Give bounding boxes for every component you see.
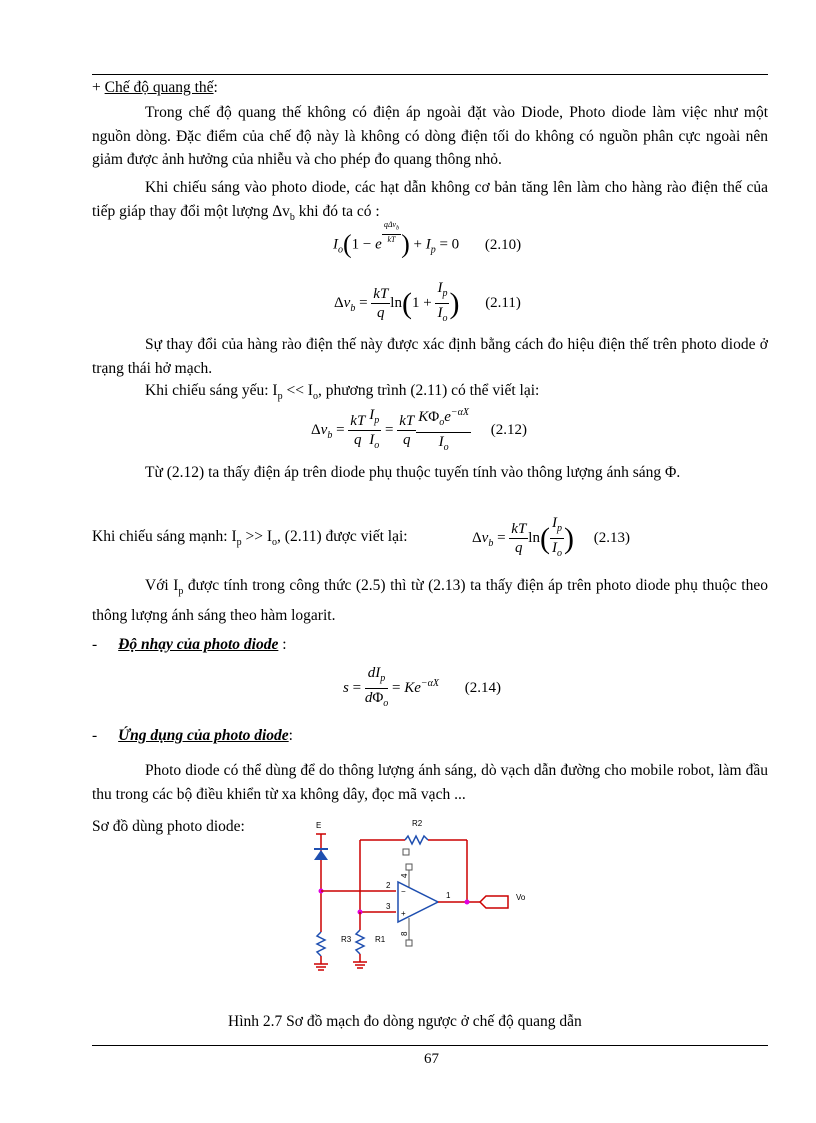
resistor-r1 xyxy=(356,930,364,954)
resistor-r3 xyxy=(317,932,325,956)
header-rule xyxy=(92,74,768,75)
paragraph-6: Khi chiếu sáng mạnh: $I_p >> I_o$, (2.11) được viết lại: xyxy=(92,528,408,549)
paragraph-2: Khi chiếu sáng vào photo diode, các hạt dẫn không cơ bản tăng lên làm cho hàng rào điện thế của tiếp giáp thay đổi một lượng $\Delta v_b$ khi đó ta có : xyxy=(92,179,768,223)
label-pin4: 4 xyxy=(400,873,409,878)
svg-text:+: + xyxy=(401,909,406,918)
figure-caption: Hình 2.7 Sơ đồ mạch đo dòng ngược ở chế độ quang dẫn xyxy=(228,1013,582,1030)
circuit-schematic xyxy=(300,812,540,982)
output-port-icon xyxy=(480,896,508,908)
equation-2-10: $I_o(1 - e$ $^{\frac{q\Delta v_b}{kT}}$ ) + $I_p = 0$ (2.10) xyxy=(333,220,522,259)
paragraph-4: Khi chiếu sáng yếu: $I_p << I_o$, phương trình (2.11) có thể viết lại: xyxy=(145,382,540,403)
paragraph-3: Sự thay đổi của hàng rào điện thế này được xác định bằng cách đo hiệu điện thế trên photo diode ở trạng thái hở mạch. xyxy=(92,336,768,377)
svg-text:−: − xyxy=(401,887,406,896)
equation-2-12: $\Delta v_b$ = $\frac{kT}{q}$ $\frac{I_p}{I_o}$ = $\frac{kT}{q}$ $\frac{K\Phi_oe^{-\alpha X}}{I_o}$ (2.12) xyxy=(311,404,527,457)
label-pin1: 1 xyxy=(446,891,451,900)
paragraph-1: Trong chế độ quang thế không có điện áp ngoài đặt vào Diode, Photo diode làm việc như một nguồn dòng. Đặc điểm của chế độ này là không có dòng điện tối do không có nguồn phân cực ngoài nên giảm được ảnh hưởng của nhiễu và cho phép đo quang thông nhỏ. xyxy=(92,104,768,168)
label-pin3: 3 xyxy=(386,902,391,911)
resistor-r2 xyxy=(405,836,428,844)
equation-2-11: $\Delta v_b$ = $\frac{kT}{q}$ ln(1 + $\frac{I_p}{I_o}$ ) (2.11) xyxy=(334,280,521,324)
paragraph-8: Photo diode có thể dùng để do thông lượng ánh sáng, dò vạch dẫn đường cho mobile robot, làm đầu thu trong các bộ điều khiển từ xa không dây, đọc mã vạch ... xyxy=(92,762,768,803)
page-number: 67 xyxy=(424,1051,439,1067)
bullet-sensitivity: - Độ nhạy của photo diode : xyxy=(92,636,287,653)
bullet-application: - Ứng dụng của photo diode: xyxy=(92,727,293,744)
photodiode-icon xyxy=(314,850,328,860)
label-R2: R2 xyxy=(412,819,423,828)
label-pin2: 2 xyxy=(386,881,391,890)
schematic-label: Sơ đồ dùng photo diode: xyxy=(92,818,245,835)
label-E: E xyxy=(316,821,322,830)
equation-2-13: $\Delta v_b$ = $\frac{kT}{q}$ ln( $\frac{I_p}{I_o}$ ) (2.13) xyxy=(472,515,630,559)
paragraph-7: Với $I_p$ được tính trong công thức (2.5) thì từ (2.13) ta thấy điện áp trên photo diode phụ thuộc theo thông lượng ánh sáng theo hàm logarit. xyxy=(92,577,768,624)
label-R1: R1 xyxy=(375,935,386,944)
label-Vo: Vo xyxy=(516,893,526,902)
footer-rule xyxy=(92,1045,768,1046)
label-R3: R3 xyxy=(341,935,352,944)
paragraph-5: Từ (2.12) ta thấy điện áp trên diode phụ thuộc tuyến tính vào thông lượng ánh sáng Φ. xyxy=(145,464,681,481)
section-heading: + Chế độ quang thế: xyxy=(92,79,218,96)
equation-2-14: s = $\frac{dI_p}{d\Phi_o}$ = $Ke^{-\alpha X}$ (2.14) xyxy=(343,665,502,709)
label-pin8: 8 xyxy=(400,931,409,936)
